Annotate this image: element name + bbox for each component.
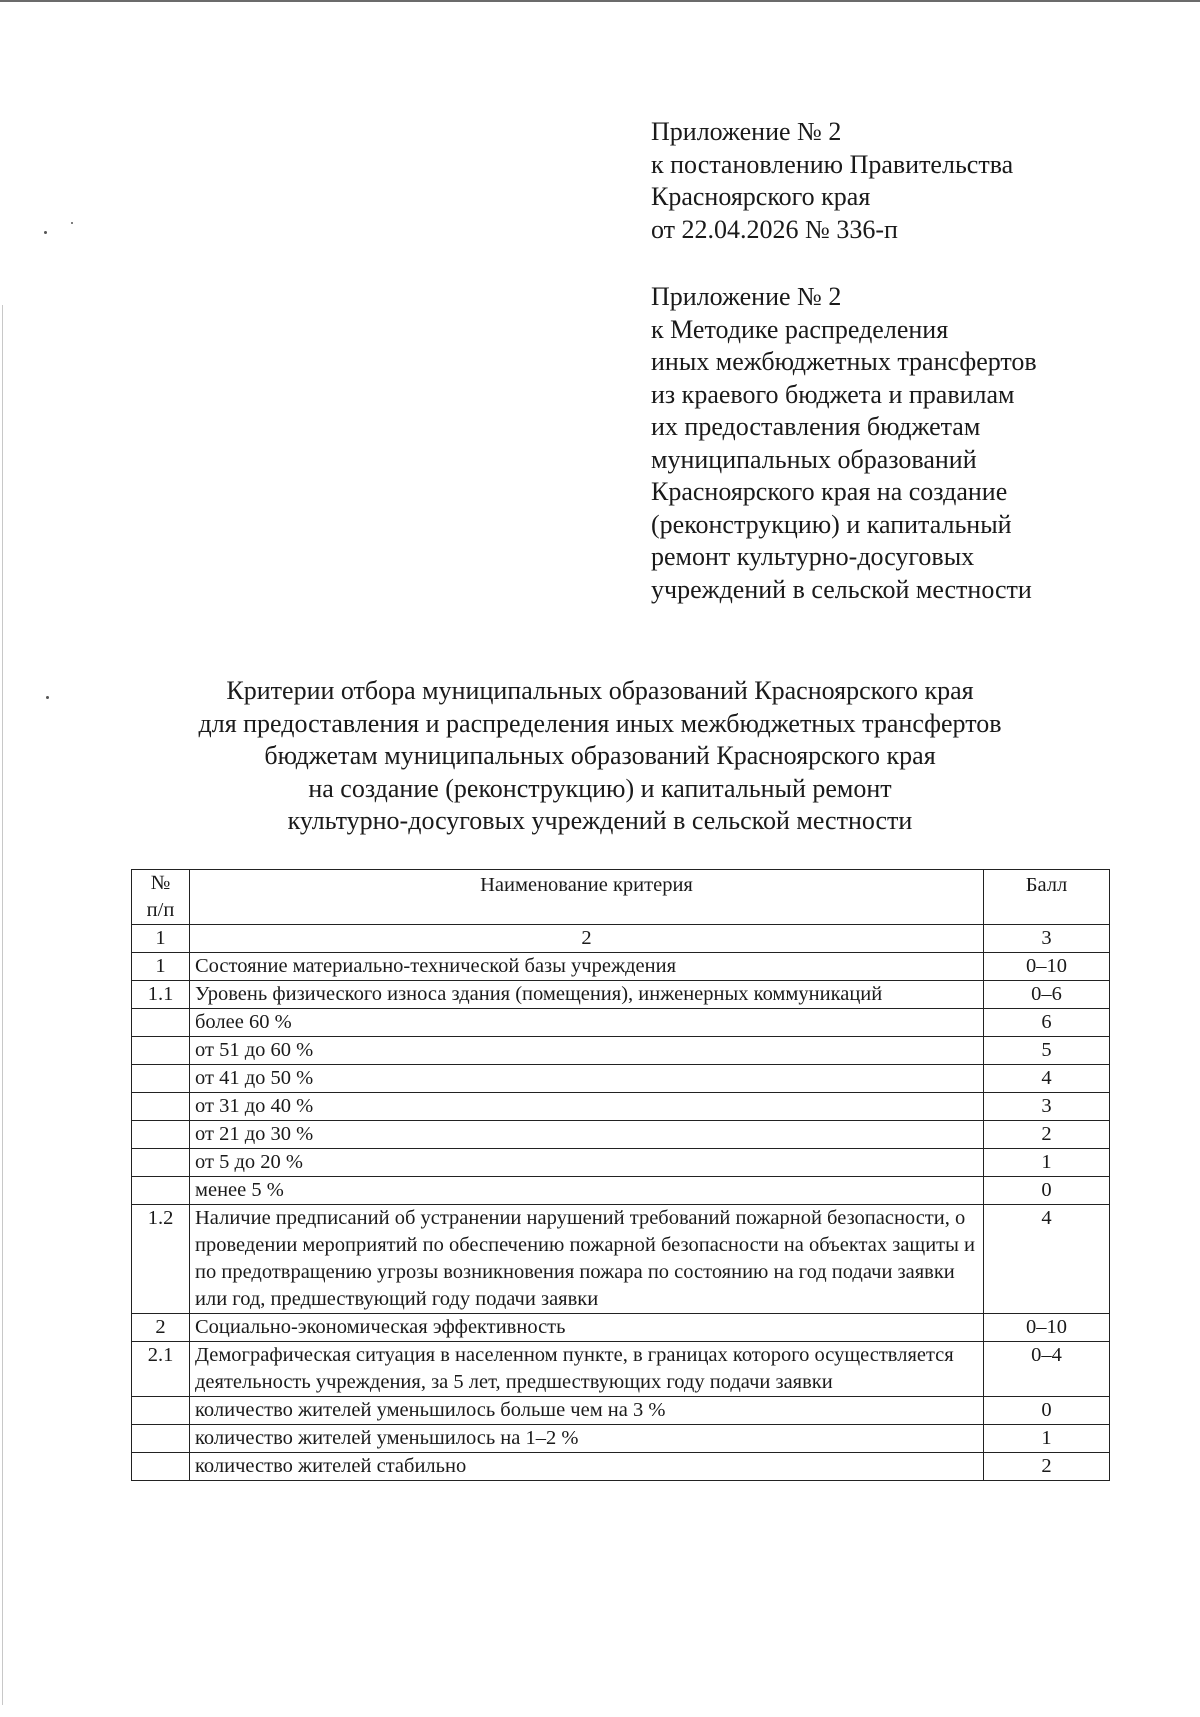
appendix-line: к постановлению Правительства [651,149,1014,179]
criterion-score: 4 [984,1205,1110,1314]
criterion-score: 1 [984,1425,1110,1453]
title-line: Критерии отбора муниципальных образований Красноярского края [226,676,974,705]
table-row [132,981,1110,1009]
column-index-row [132,925,1110,953]
appendix-line: к Методике распределения [651,314,949,344]
criterion-score: 0–4 [984,1342,1110,1397]
criterion-number: 1 [132,953,190,981]
criteria-table [131,869,1110,1481]
criterion-score: 3 [984,1093,1110,1121]
criterion-score: 0–10 [984,953,1110,981]
criterion-number [132,1425,190,1453]
criterion-name: Социально-экономическая эффективность [190,1314,984,1342]
criterion-name: Наличие предписаний об устранении нарушений требований пожарной безопасности, о проведении мероприятий по обеспечению пожарной безопасности на объектах защиты и по предотвращению угрозы возникновения пожара по состоянию на год подачи заявки или год, предшествующий году подачи заявки [190,1205,984,1314]
criterion-number: 2.1 [132,1342,190,1397]
table-row [132,1425,1110,1453]
criterion-name: количество жителей стабильно [190,1453,984,1481]
criterion-number: 1.1 [132,981,190,1009]
appendix-line: иных межбюджетных трансфертов [651,347,1037,376]
appendix-line: их предоставления бюджетам [651,412,981,441]
criterion-number: 2 [132,1314,190,1342]
criterion-name: Уровень физического износа здания (помещения), инженерных коммуникаций [190,981,984,1009]
criterion-number [132,1453,190,1481]
table-row [132,1009,1110,1037]
criterion-score: 2 [984,1453,1110,1481]
table-header-row [132,870,1110,925]
criterion-score: 0 [984,1397,1110,1425]
criterion-name: Состояние материально-технической базы учреждения [190,953,984,981]
criterion-score: 2 [984,1121,1110,1149]
appendix-line: (реконструкцию) и капитальный [651,509,1012,539]
criterion-name: более 60 % [190,1009,984,1037]
column-index: 1 [132,925,190,953]
appendix-line: Красноярского края на создание [651,477,1008,506]
appendix-line: муниципальных образований [651,444,977,474]
criterion-name: менее 5 % [190,1177,984,1205]
criterion-score: 6 [984,1009,1110,1037]
scan-left-edge [2,305,3,1705]
criterion-number [132,1009,190,1037]
criterion-name: от 41 до 50 % [190,1065,984,1093]
header-number-line: п/п [146,899,175,921]
table-row [132,1149,1110,1177]
criterion-score: 0–6 [984,981,1110,1009]
document-title [120,675,1080,838]
table-row [132,1121,1110,1149]
criterion-name: количество жителей уменьшилось больше чем на 3 % [190,1397,984,1425]
header-score: Балл [984,870,1110,925]
criterion-score: 1 [984,1149,1110,1177]
criterion-number [132,1037,190,1065]
scan-speck [44,231,47,234]
title-line: на создание (реконструкцию) и капитальный ремонт [308,773,892,803]
appendix-line: от 22.04.2026 № 336-п [651,214,898,244]
appendix-line: из краевого бюджета и правилам [651,379,1015,409]
table-row [132,1093,1110,1121]
appendix-line: Красноярского края [651,182,871,211]
column-index: 2 [190,925,984,953]
appendix-line: Приложение № 2 [651,282,842,311]
title-line: бюджетам муниципальных образований Красноярского края [264,741,936,770]
criterion-name: от 21 до 30 % [190,1121,984,1149]
criterion-name: от 31 до 40 % [190,1093,984,1121]
criterion-number [132,1177,190,1205]
table-row [132,1314,1110,1342]
criterion-name: от 5 до 20 % [190,1149,984,1177]
criterion-name: количество жителей уменьшилось на 1–2 % [190,1425,984,1453]
criterion-number: 1.2 [132,1205,190,1314]
appendix-methodology [651,281,1037,606]
criterion-number [132,1397,190,1425]
header-criterion-name: Наименование критерия [190,870,984,925]
criterion-score: 4 [984,1065,1110,1093]
header-number-line: № [150,872,171,894]
criterion-number [132,1065,190,1093]
criterion-name: от 51 до 60 % [190,1037,984,1065]
appendix-line: ремонт культурно-досуговых [651,542,975,571]
table-row [132,953,1110,981]
appendix-line: Приложение № 2 [651,117,842,146]
column-index: 3 [984,925,1110,953]
table-row [132,1037,1110,1065]
title-line: для предоставления и распределения иных межбюджетных трансфертов [198,708,1002,738]
header-number [132,870,190,925]
criterion-score: 5 [984,1037,1110,1065]
scan-speck [71,222,73,224]
criterion-name: Демографическая ситуация в населенном пункте, в границах которого осуществляется деятельность учреждения, за 5 лет, предшествующих году подачи заявки [190,1342,984,1397]
table-row [132,1065,1110,1093]
scan-speck [46,696,49,699]
appendix-line: учреждений в сельской местности [651,574,1032,604]
scan-top-edge [0,0,1200,2]
criterion-score: 0 [984,1177,1110,1205]
table-row [132,1453,1110,1481]
criterion-number [132,1121,190,1149]
appendix-government-resolution [651,116,1013,246]
criterion-number [132,1093,190,1121]
title-line: культурно-досуговых учреждений в сельской местности [287,806,913,835]
table-row [132,1342,1110,1397]
table-row [132,1177,1110,1205]
table-row [132,1205,1110,1314]
criterion-score: 0–10 [984,1314,1110,1342]
table-row [132,1397,1110,1425]
criterion-number [132,1149,190,1177]
